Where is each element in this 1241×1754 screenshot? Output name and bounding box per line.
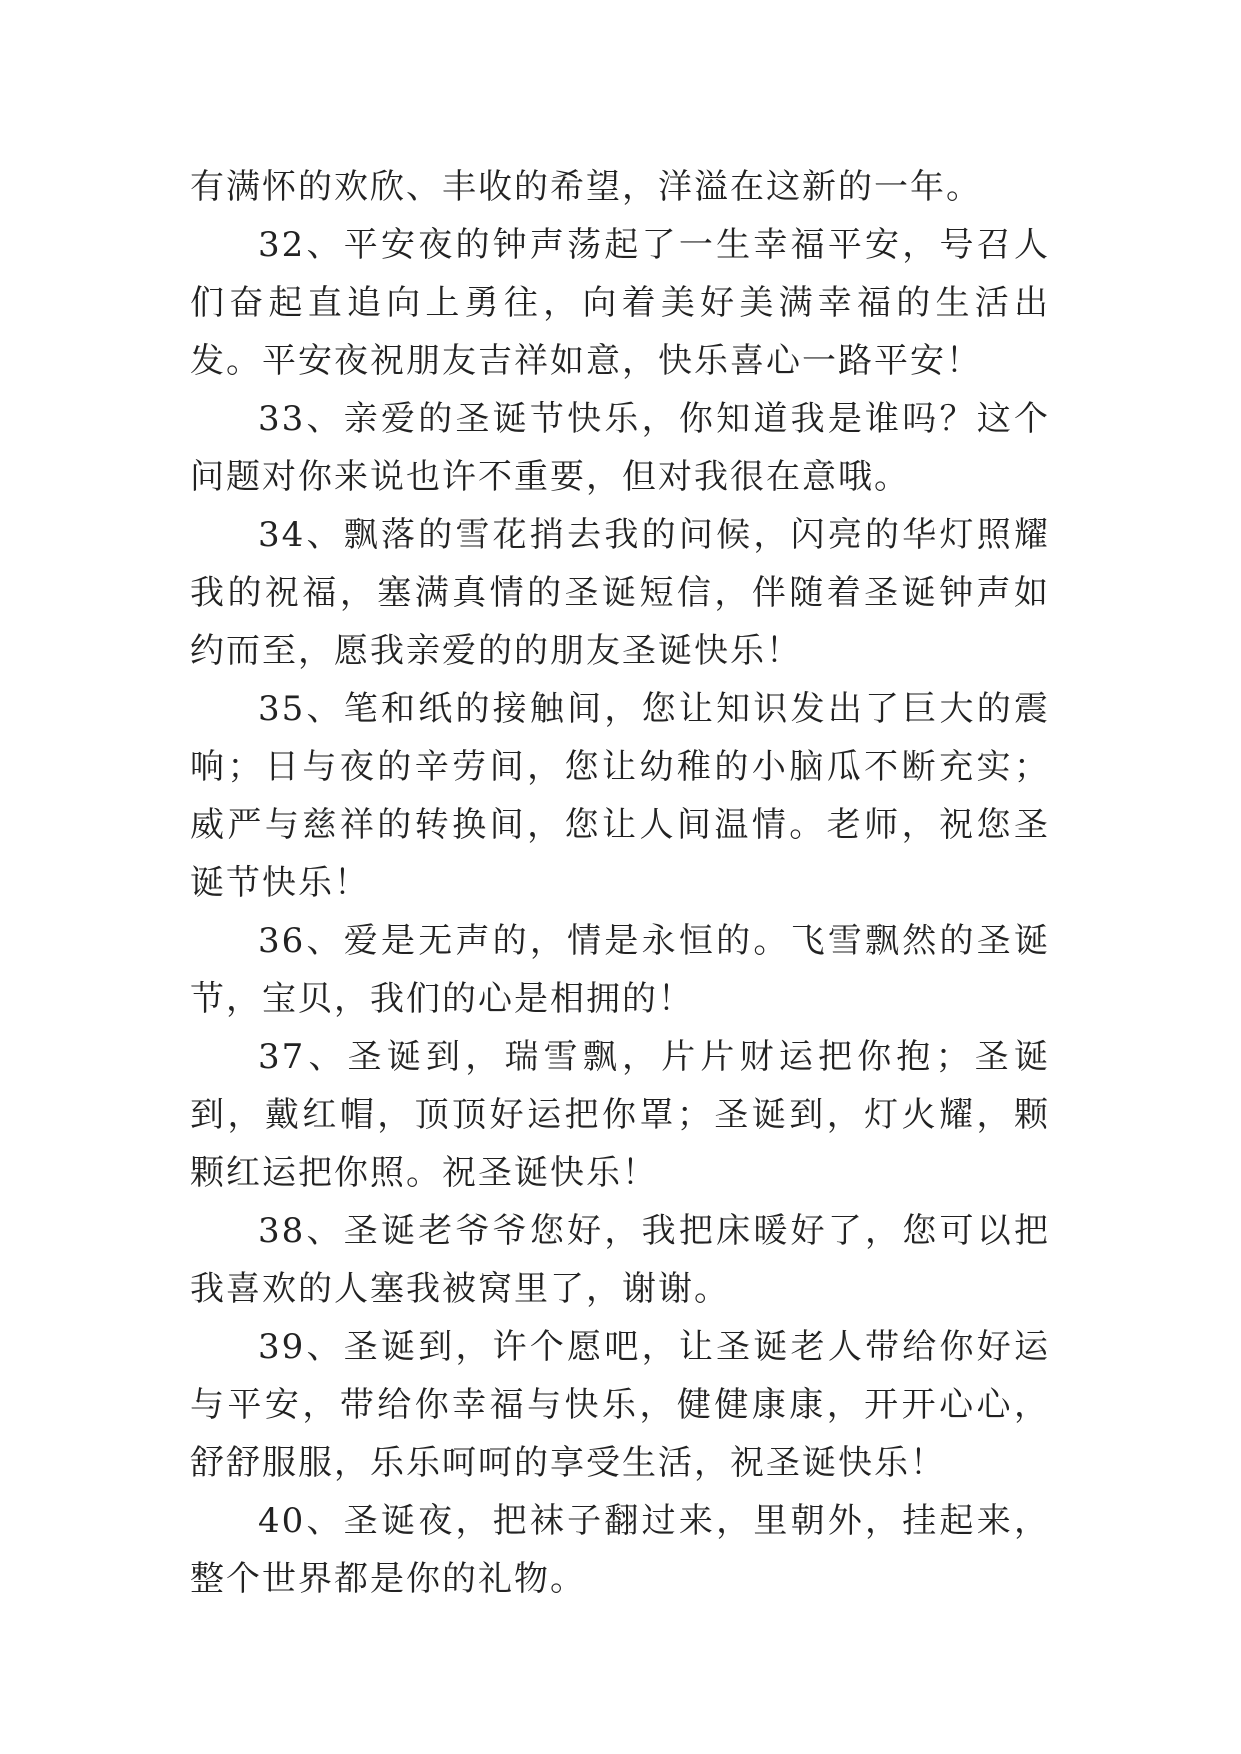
paragraph-wish-36: 36、爱是无声的，情是永恒的。飞雪飘然的圣诞节，宝贝，我们的心是相拥的！ bbox=[190, 921, 1050, 1019]
paragraph-wish-35: 35、笔和纸的接触间，您让知识发出了巨大的震响；日与夜的辛劳间，您让幼稚的小脑瓜不断充实；威严与慈祥的转换间，您让人间温情。老师，祝您圣诞节快乐！ bbox=[190, 689, 1050, 903]
paragraph-continuation: 有满怀的欢欣、丰收的希望，洋溢在这新的一年。 bbox=[190, 167, 982, 207]
paragraph-wish-32: 32、平安夜的钟声荡起了一生幸福平安，号召人们奋起直追向上勇往，向着美好美满幸福的生活出发。平安夜祝朋友吉祥如意，快乐喜心一路平安！ bbox=[190, 225, 1050, 381]
paragraph-wish-33: 33、亲爱的圣诞节快乐，你知道我是谁吗？这个问题对你来说也许不重要，但对我很在意哦。 bbox=[190, 399, 1050, 497]
paragraph-wish-37: 37、圣诞到，瑞雪飘，片片财运把你抱；圣诞到，戴红帽，顶顶好运把你罩；圣诞到，灯火耀，颗颗红运把你照。祝圣诞快乐！ bbox=[190, 1037, 1050, 1193]
paragraph-wish-40: 40、圣诞夜，把袜子翻过来，里朝外，挂起来，整个世界都是你的礼物。 bbox=[190, 1501, 1050, 1599]
paragraph-wish-39: 39、圣诞到，许个愿吧，让圣诞老人带给你好运与平安，带给你幸福与快乐，健健康康，开开心心，舒舒服服，乐乐呵呵的享受生活，祝圣诞快乐！ bbox=[190, 1327, 1050, 1483]
paragraph-wish-34: 34、飘落的雪花捎去我的问候，闪亮的华灯照耀我的祝福，塞满真情的圣诞短信，伴随着圣诞钟声如约而至，愿我亲爱的的朋友圣诞快乐！ bbox=[190, 515, 1050, 671]
paragraph-wish-38: 38、圣诞老爷爷您好，我把床暖好了，您可以把我喜欢的人塞我被窝里了，谢谢。 bbox=[190, 1211, 1050, 1309]
document-body bbox=[190, 158, 1050, 1608]
